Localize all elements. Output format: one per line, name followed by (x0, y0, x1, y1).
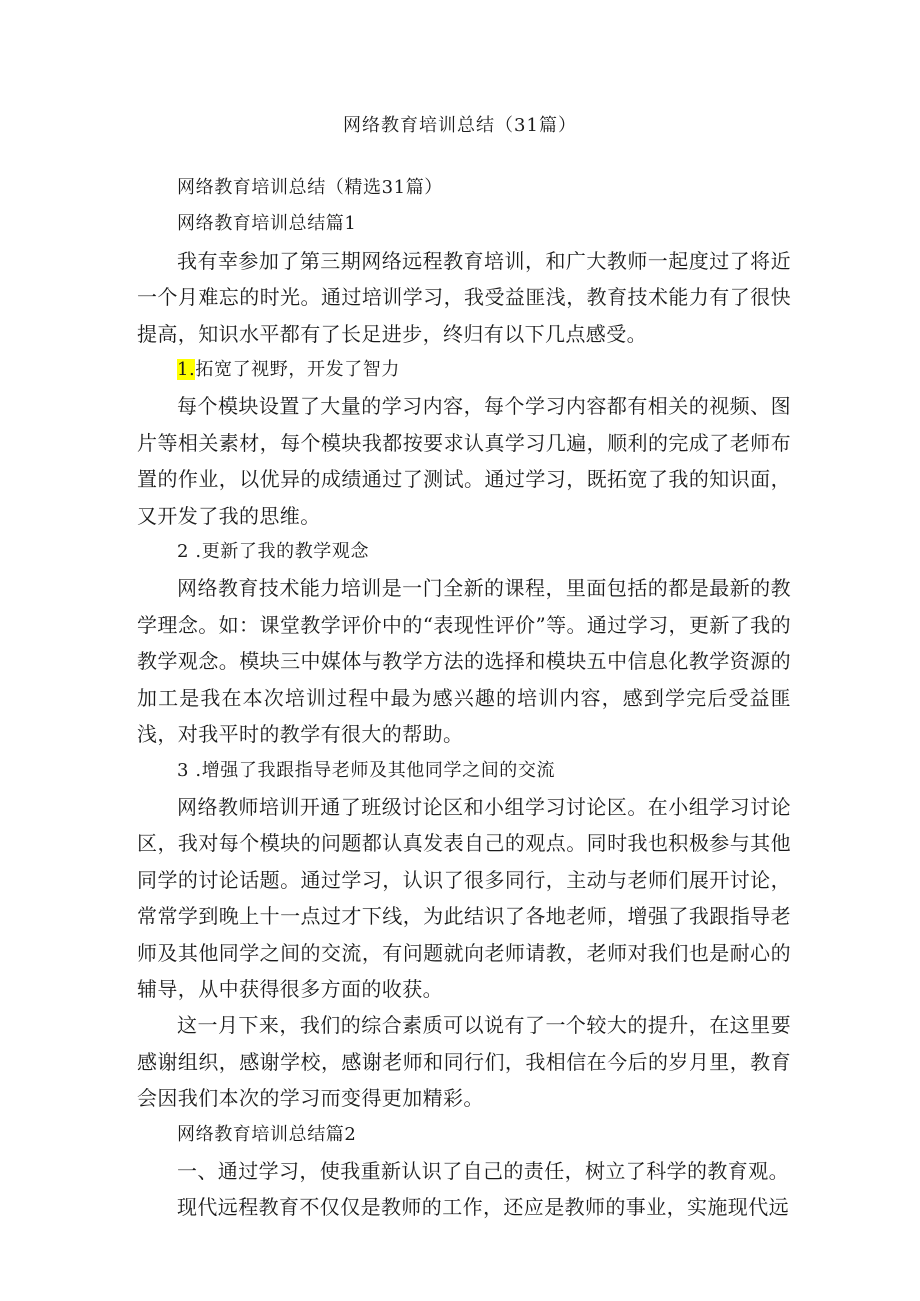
section2-point1: 一、通过学习，使我重新认识了自己的责任，树立了科学的教育观。 (177, 1158, 789, 1183)
item3-heading: 3 .增强了我跟指导老师及其他同学之间的交流 (177, 759, 556, 781)
item3-paragraph: 网络教师培训开通了班级讨论区和小组学习讨论区。在小组学习讨论区，我对每个模块的问题都认真发表自己的观点。同时我也积极参与其他同学的讨论话题。通过学习，认识了很多同行，主动与老师们展开讨论，常常学到晚上十一点过才下线，为此结识了各地老师，增强了我跟指导老师及其他同学之间的交流，有问题就向老师请教，老师对我们也是耐心的辅导，从中获得很多方面的收获。 (137, 794, 791, 1001)
section1-intro-paragraph: 我有幸参加了第三期网络远程教育培训，和广大教师一起度过了将近一个月难忘的时光。通过培训学习，我受益匪浅，教育技术能力有了很快提高，知识水平都有了长足进步，终归有以下几点感受。 (137, 248, 791, 346)
item2-paragraph: 网络教育技术能力培训是一门全新的课程，里面包括的都是最新的教学理念。如：课堂教学评价中的“表现性评价”等。通过学习，更新了我的教学观念。模块三中媒体与教学方法的选择和模块五中信息化教学资源的加工是我在本次培训过程中最为感兴趣的培训内容，感到学完后受益匪浅，对我平时的教学有很大的帮助。 (137, 576, 791, 747)
item1-paragraph: 每个模块设置了大量的学习内容，每个学习内容都有相关的视频、图片等相关素材，每个模块我都按要求认真学习几遍，顺利的完成了老师布置的作业，以优异的成绩通过了测试。通过学习，既拓宽了我的知识面，又开发了我的思维。 (137, 394, 791, 528)
item1-number-highlight: 1. (177, 359, 196, 381)
item1-heading (137, 352, 791, 388)
section-heading-2: 网络教育培训总结篇2 (177, 1123, 357, 1145)
section-heading-1: 网络教育培训总结篇1 (177, 213, 357, 235)
conclusion-paragraph: 这一月下来，我们的综合素质可以说有了一个较大的提升，在这里要感谢组织，感谢学校，感谢老师和同行们，我相信在今后的岁月里，教育会因我们本次的学习而变得更加精彩。 (137, 1013, 791, 1111)
document-subtitle: 网络教育培训总结（精选31篇） (177, 177, 443, 198)
document-body (137, 170, 791, 1226)
section2-body-paragraph: 现代远程教育不仅仅是教师的工作，还应是教师的事业，实施现代远 (177, 1195, 789, 1220)
document-title: 网络教育培训总结（31篇） (343, 115, 577, 136)
item2-heading: 2 .更新了我的教学观念 (177, 541, 370, 563)
item1-title: 拓宽了视野，开发了智力 (195, 359, 400, 381)
